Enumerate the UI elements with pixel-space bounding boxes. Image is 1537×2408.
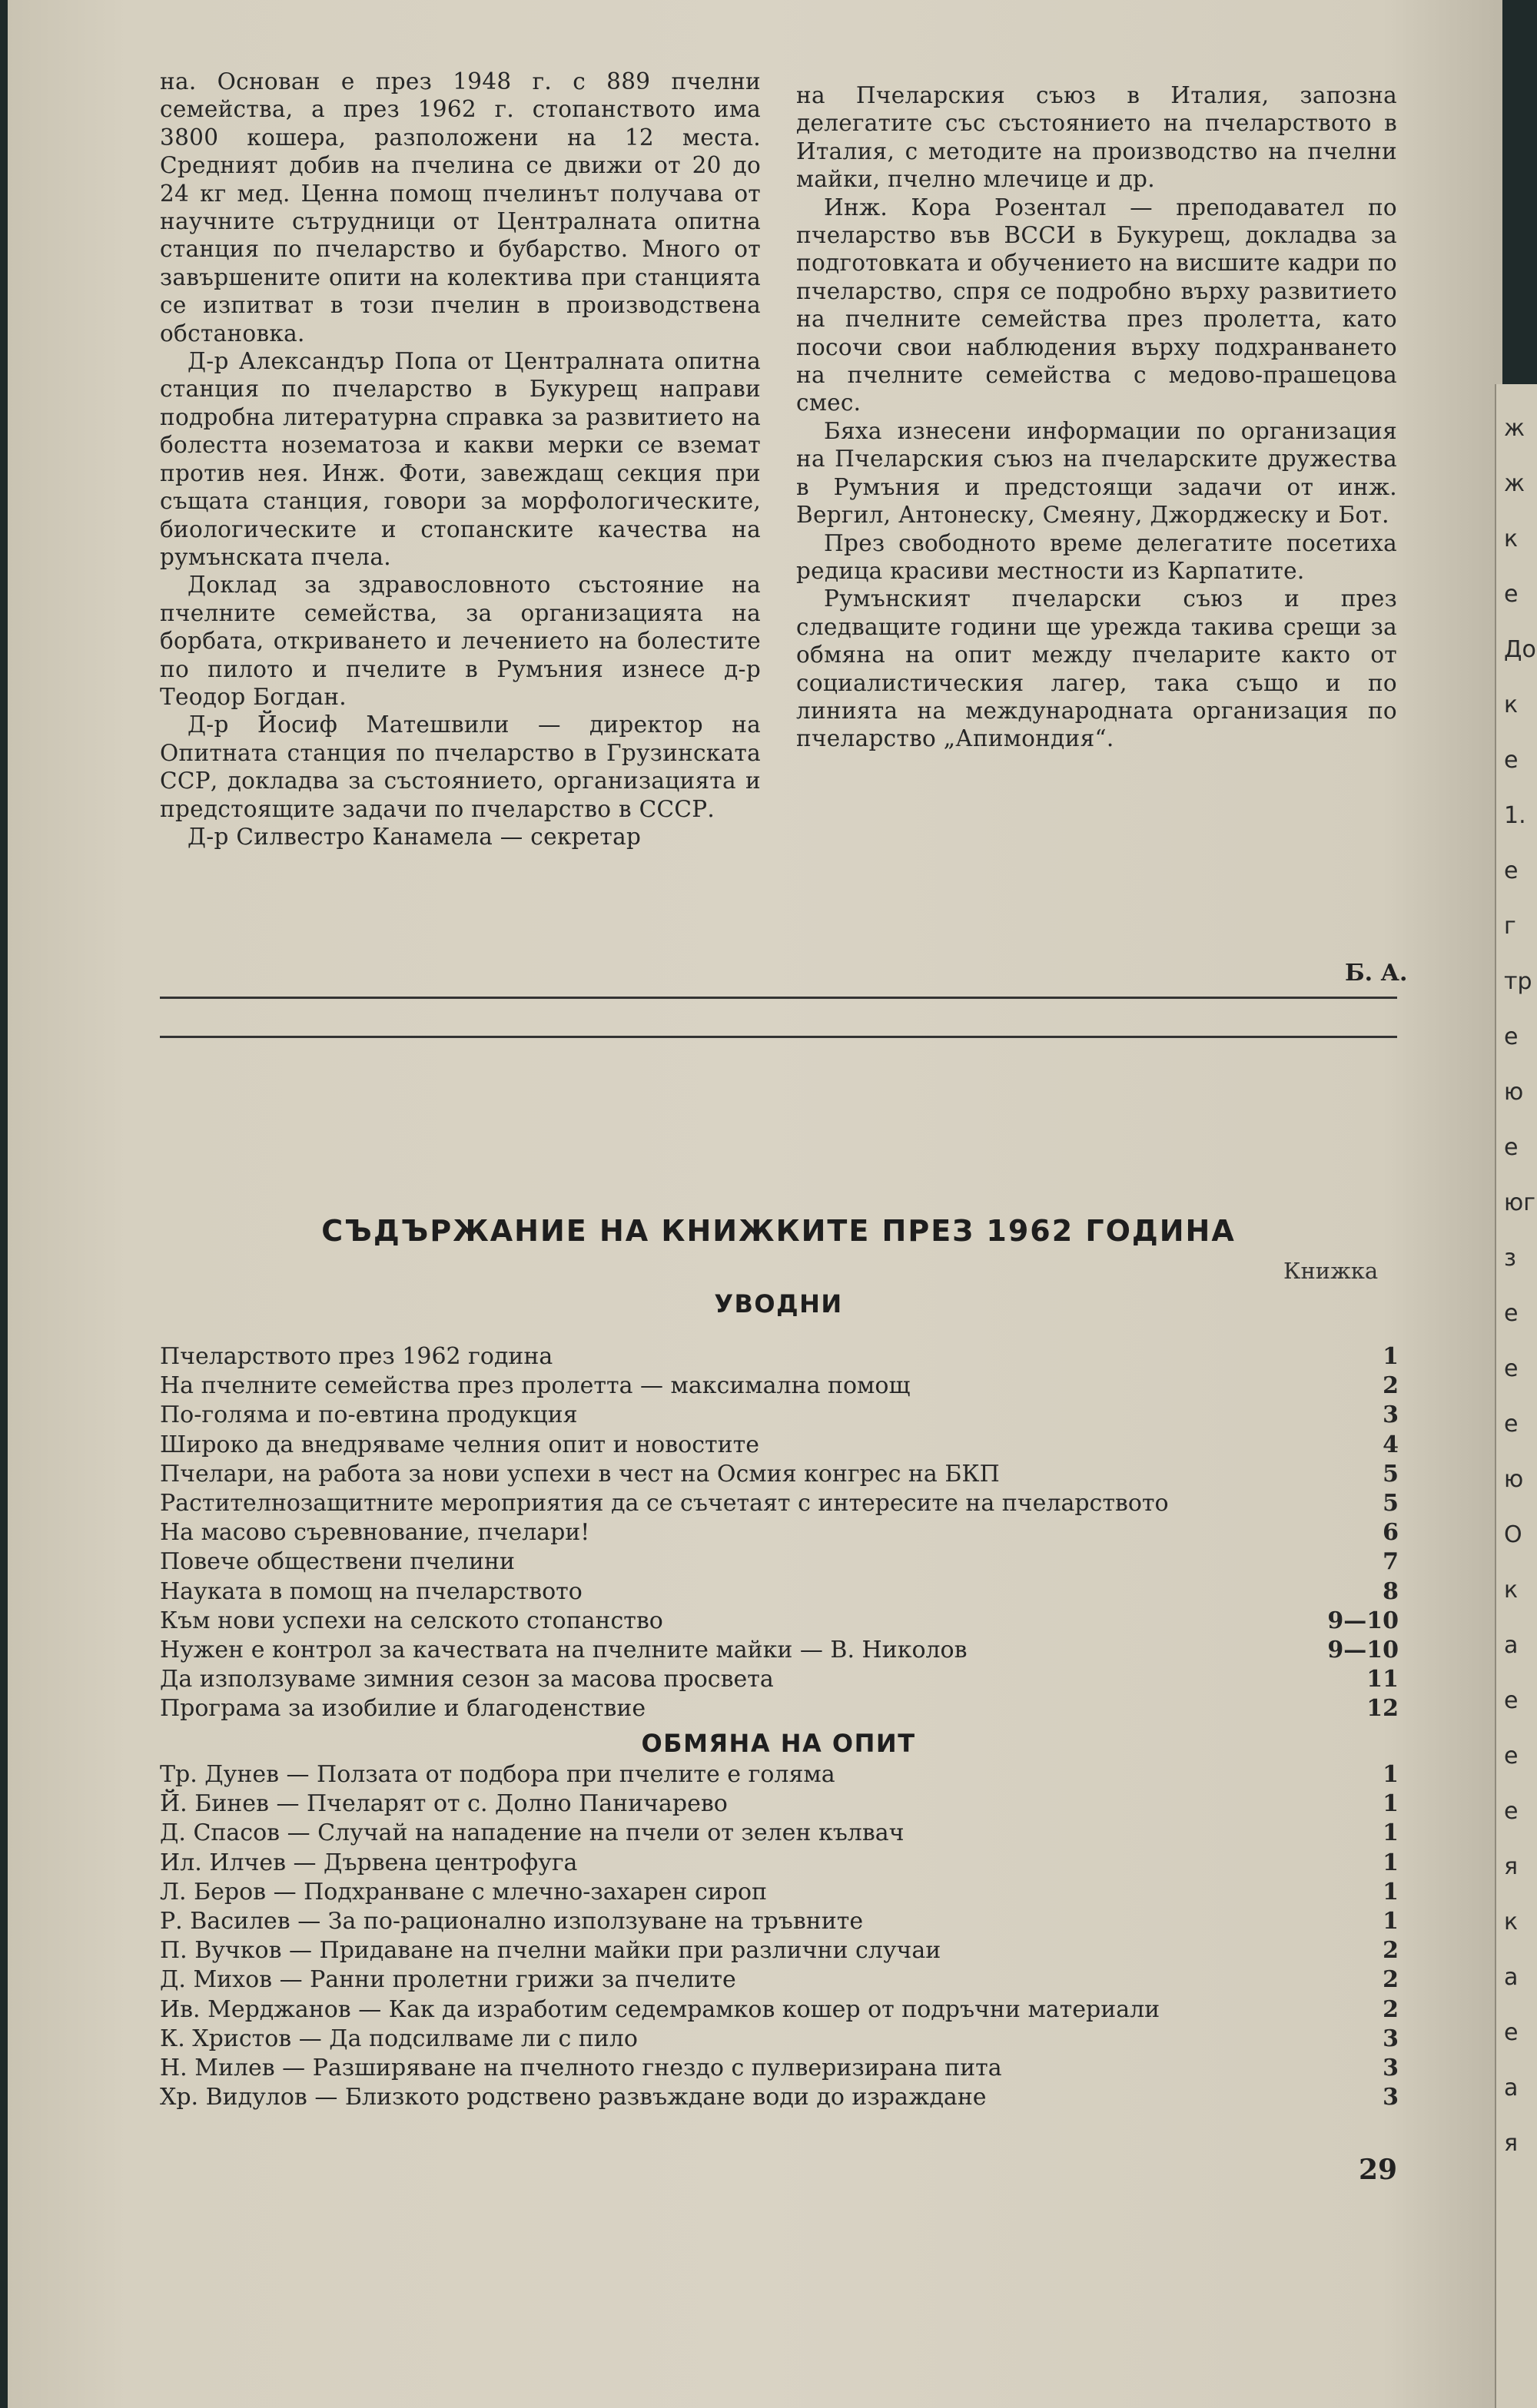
toc-entry-issue: 1 <box>1383 1849 1399 1876</box>
adjacent-page-text-fragment: з <box>1504 1245 1516 1272</box>
toc-entry-title: Й. Бинев — Пчеларят от с. Долно Паничарево <box>160 1790 728 1818</box>
toc-entry <box>160 1965 1399 1995</box>
section-heading: УВОДНИ <box>714 1289 843 1318</box>
toc-entry-issue: 1 <box>1383 1878 1399 1906</box>
adjacent-page-text-fragment: е <box>1504 857 1519 884</box>
article-paragraph: Д-р Силвестро Канамела — секретар <box>188 823 642 850</box>
adjacent-page-text-fragment: ж <box>1504 470 1525 497</box>
toc-entry-issue: 1 <box>1383 1819 1399 1847</box>
article-paragraph: Румънският пчеларски съюз и през следващите години ще урежда такива срещи за обмяна на опит между пчеларите както от социалистическия лагер, така също и по линията на международната организация по пчеларство „Апимондия“. <box>796 585 1397 752</box>
toc-entry-issue: 4 <box>1383 1431 1399 1458</box>
toc-entry <box>160 1878 1399 1907</box>
adjacent-page-text-fragment: к <box>1504 1577 1519 1604</box>
toc-entry-issue: 3 <box>1383 2025 1399 2052</box>
article-paragraph: Инж. Кора Розентал — преподавател по пчеларство във ВССИ в Букурещ, докладва за подготовката и обучението на висшите кадри по пчеларство, спря се подробно върху развитието на пчелните семейства през пролетта, като посочи свои наблюдения върху подхранването на пчелните семейства с медово-прашецова смес. <box>796 194 1397 416</box>
contents-title: СЪДЪРЖАНИЕ НА КНИЖКИТЕ ПРЕЗ 1962 ГОДИНА <box>321 1214 1236 1248</box>
toc-entry-title: Пчелари, на работа за нови успехи в чест на Осмия конгрес на БКП <box>160 1460 1000 1488</box>
article-paragraph: През свободното време делегатите посетиха редица красиви местности из Карпатите. <box>796 529 1397 584</box>
adjacent-page-text-fragment: е <box>1504 1411 1519 1438</box>
adjacent-page-text-fragment: а <box>1504 2075 1519 2101</box>
toc-entry-title: Широко да внедряваме челния опит и новостите <box>160 1431 759 1458</box>
book-page <box>8 0 1502 2408</box>
toc-entry-title: Тр. Дунев — Ползата от подбора при пчелите е голяма <box>160 1761 835 1788</box>
adjacent-page-text-fragment: е <box>1504 747 1519 774</box>
adjacent-page-text-fragment: ю <box>1504 1466 1524 1493</box>
toc-entry-title: Л. Беров — Подхранване с млечно-захарен сироп <box>160 1878 768 1906</box>
toc-entry-title: Ив. Мерджанов — Как да изработим седемрамков кошер от подръчни материали <box>160 1995 1160 2023</box>
toc-entry-title: Хр. Видулов — Близкото родствено развъждане води до израждане <box>160 2084 987 2111</box>
toc-entry-issue: 2 <box>1383 1937 1399 1965</box>
adjacent-page-text-fragment: я <box>1504 2130 1519 2157</box>
toc-entry-issue: 12 <box>1366 1695 1399 1723</box>
toc-entry-issue: 9—10 <box>1327 1636 1399 1663</box>
toc-entry <box>160 1431 1399 1460</box>
adjacent-page-text-fragment: До <box>1504 636 1536 663</box>
adjacent-page-text-fragment: к <box>1504 526 1519 552</box>
toc-entry-title: Ил. Илчев — Дървена центрофуга <box>160 1849 578 1876</box>
adjacent-page-text-fragment: а <box>1504 1964 1519 1991</box>
article-right-column <box>796 81 1397 753</box>
toc-list-introductory <box>160 1342 1399 1723</box>
toc-entry <box>160 1760 1399 1789</box>
adjacent-page-text-fragment: 1. <box>1504 802 1526 829</box>
toc-entry <box>160 1577 1399 1607</box>
toc-entry-title: Повече обществени пчелини <box>160 1548 515 1576</box>
toc-entry-issue: 3 <box>1383 2054 1399 2081</box>
toc-entry-title: На масово съревнование, пчелари! <box>160 1519 590 1547</box>
toc-entry-issue: 3 <box>1383 2084 1399 2111</box>
adjacent-page-text-fragment: е <box>1504 1743 1519 1770</box>
toc-entry <box>160 1547 1399 1577</box>
adjacent-page-text-fragment: а <box>1504 1632 1519 1659</box>
toc-entry-issue: 2 <box>1383 1995 1399 2023</box>
toc-entry-title: Програма за изобилие и благоденствие <box>160 1695 646 1723</box>
toc-entry-title: Към нови успехи на селското стопанство <box>160 1607 663 1634</box>
rule-left <box>160 997 1397 999</box>
adjacent-page-text-fragment: е <box>1504 1134 1519 1161</box>
toc-entry <box>160 1907 1399 1936</box>
toc-entry-title: По-голяма и по-евтина продукция <box>160 1401 578 1429</box>
toc-entry-issue: 6 <box>1383 1519 1399 1547</box>
issue-column-header: Книжка <box>1283 1258 1379 1284</box>
toc-entry-title: П. Вучков — Придаване на пчелни майки при различни случаи <box>160 1937 941 1965</box>
toc-entry-issue: 3 <box>1383 1401 1399 1429</box>
adjacent-page-text-fragment: я <box>1504 1853 1519 1880</box>
toc-entry-title: Нужен е контрол за качествата на пчелните майки — В. Николов <box>160 1636 968 1663</box>
toc-entry-title: К. Христов — Да подсилваме ли с пило <box>160 2025 638 2052</box>
toc-entry <box>160 2083 1399 2112</box>
toc-entry <box>160 2054 1399 2083</box>
toc-entry <box>160 1371 1399 1401</box>
toc-entry <box>160 1995 1399 2025</box>
toc-entry <box>160 2025 1399 2054</box>
toc-entry <box>160 1342 1399 1371</box>
article-paragraph: Д-р Йосиф Матешвили — директор на Опитната станция по пчеларство в Грузинската ССР, докладва за състоянието, организацията и предстоящите задачи по пчеларство в СССР. <box>160 711 761 822</box>
toc-entry-issue: 7 <box>1383 1548 1399 1576</box>
toc-entry-issue: 1 <box>1383 1761 1399 1788</box>
adjacent-page-text-fragment: е <box>1504 2019 1519 2046</box>
adjacent-page-text-fragment: О <box>1504 1521 1522 1548</box>
adjacent-page-text-fragment: ю <box>1504 1079 1524 1106</box>
toc-entry-title: Д. Михов — Ранни пролетни грижи за пчелите <box>160 1966 736 1994</box>
toc-entry <box>160 1819 1399 1848</box>
toc-entry-title: Пчеларството през 1962 година <box>160 1343 553 1370</box>
toc-entry-title: Да използуваме зимния сезон за масова просвета <box>160 1666 774 1693</box>
toc-entry-issue: 5 <box>1383 1460 1399 1488</box>
toc-entry <box>160 1694 1399 1723</box>
article-left-column <box>160 68 761 851</box>
toc-entry-issue: 1 <box>1383 1907 1399 1935</box>
toc-entry-issue: 8 <box>1383 1577 1399 1605</box>
toc-entry <box>160 1460 1399 1489</box>
adjacent-page-text-fragment: г <box>1504 913 1516 940</box>
toc-entry-issue: 1 <box>1383 1343 1399 1370</box>
section-divider <box>160 1036 1397 1038</box>
section-heading: ОБМЯНА НА ОПИТ <box>641 1729 916 1758</box>
article-paragraph: Бяха изнесени информации по организация на Пчеларския съюз на пчеларските дружества в Румъния и предстоящи задачи от инж. Вергил, Антонеску, Смеяну, Джорджеску и Бот. <box>796 417 1397 529</box>
toc-entry-title: Науката в помощ на пчеларството <box>160 1577 583 1605</box>
article-signature: Б. А. <box>1345 960 1408 987</box>
adjacent-page-text-fragment: е <box>1504 1023 1519 1050</box>
toc-entry <box>160 1607 1399 1636</box>
adjacent-page-text-fragment: к <box>1504 692 1519 718</box>
page-number: 29 <box>1359 2154 1398 2186</box>
toc-entry <box>160 1401 1399 1430</box>
toc-list-experience <box>160 1760 1399 2112</box>
toc-entry <box>160 1849 1399 1878</box>
toc-entry-issue: 9—10 <box>1327 1607 1399 1634</box>
adjacent-page-edge <box>1495 384 1537 2408</box>
adjacent-page-text-fragment: тр <box>1504 968 1532 995</box>
adjacent-page-text-fragment: юг <box>1504 1189 1536 1216</box>
toc-entry <box>160 1665 1399 1694</box>
toc-entry-title: Растителнозащитните мероприятия да се съчетаят с интересите на пчеларството <box>160 1489 1169 1517</box>
adjacent-page-text-fragment: е <box>1504 1355 1519 1382</box>
article-paragraph: на. Основан е през 1948 г. с 889 пчелни семейства, а през 1962 г. стопанството има 3800 кошера, разположени на 12 места. Средният добив на пчелина се движи от 20 до 24 кг мед. Ценна помощ пчелинът получава от научните сътрудници от Централната опитна станция по пчеларство и бубарство. Много от завършените опити на колектива при станцията се изпитват в този пчелин в производствена обстановка. <box>160 68 761 347</box>
article-paragraph: на Пчеларския съюз в Италия, запозна делегатите със състоянието на пчеларството в Италия, с методите на производство на пчелни майки, пчелно млечице и др. <box>796 82 1397 193</box>
adjacent-page-text-fragment: е <box>1504 1687 1519 1714</box>
toc-entry-title: Н. Милев — Разширяване на пчелното гнездо с пулверизирана пита <box>160 2054 1002 2081</box>
toc-entry <box>160 1489 1399 1518</box>
toc-entry-issue: 11 <box>1366 1666 1399 1693</box>
toc-entry-issue: 5 <box>1383 1489 1399 1517</box>
toc-entry-title: Р. Василев — За по-рационално използуване на тръвните <box>160 1907 864 1935</box>
toc-entry-issue: 2 <box>1383 1966 1399 1994</box>
adjacent-page-text-fragment: к <box>1504 1909 1519 1935</box>
adjacent-page-text-fragment: ж <box>1504 415 1525 442</box>
toc-entry <box>160 1518 1399 1547</box>
toc-entry <box>160 1789 1399 1819</box>
article-paragraph: Доклад за здравословното състояние на пчелните семейства, за организацията на борбата, откриването и лечението на болестите по пилото и пчелите в Румъния изнесе д-р Теодор Богдан. <box>160 572 761 710</box>
toc-entry-title: На пчелните семейства през пролетта — максимална помощ <box>160 1372 911 1400</box>
adjacent-page-text-fragment: е <box>1504 1798 1519 1825</box>
adjacent-page-text-fragment: е <box>1504 581 1519 608</box>
toc-entry <box>160 1636 1399 1665</box>
article-paragraph: Д-р Александър Попа от Централната опитна станция по пчеларство в Букурещ направи подробна литературна справка за развитието на болестта нозематоза и какви мерки се вземат против нея. Инж. Фоти, завеждащ секция при същата станция, говори за морфологическите, биологическите и стопанските качества на румънската пчела. <box>160 348 761 570</box>
toc-entry-title: Д. Спасов — Случай на нападение на пчели от зелен кълвач <box>160 1819 905 1847</box>
toc-entry-issue: 1 <box>1383 1790 1399 1818</box>
toc-entry <box>160 1936 1399 1965</box>
adjacent-page-text-fragment: е <box>1504 1300 1519 1327</box>
toc-entry-issue: 2 <box>1383 1372 1399 1400</box>
